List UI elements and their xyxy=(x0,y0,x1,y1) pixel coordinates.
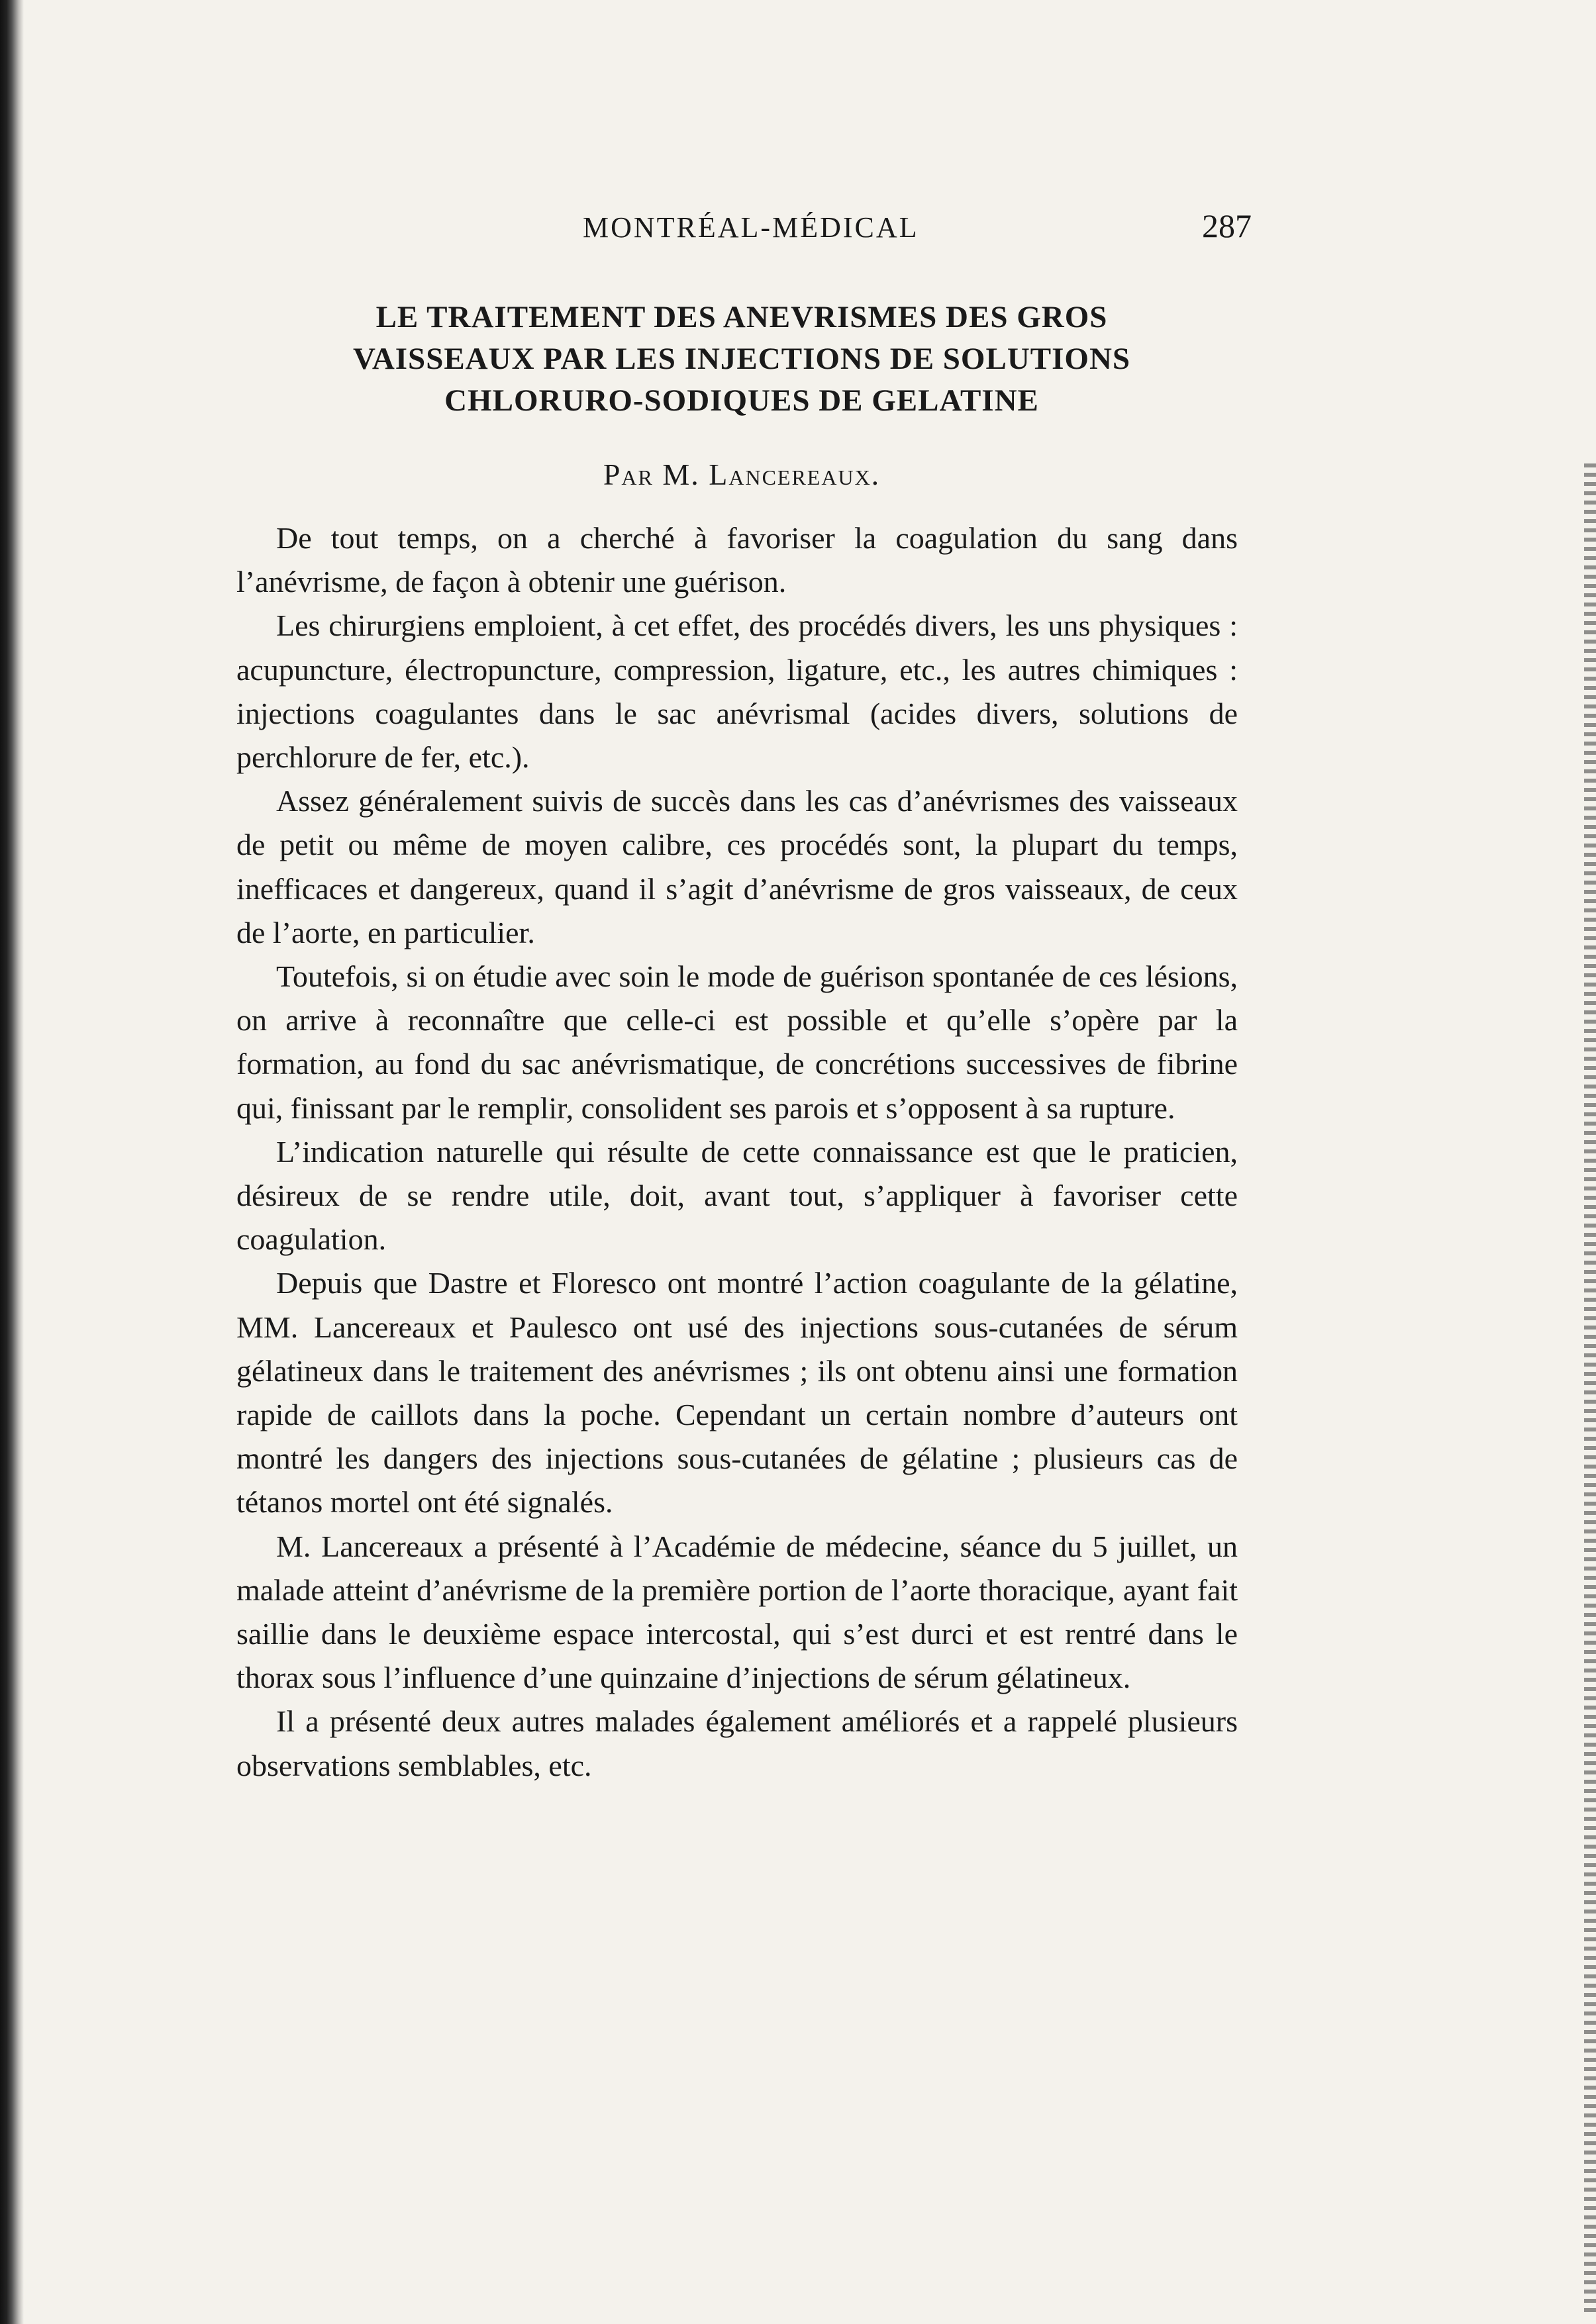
running-head xyxy=(232,207,1252,250)
body-paragraph: Assez généralement suivis de succès dans les cas d’anévrismes des vaisseaux de petit ou même de moyen calibre, ces procédés sont, la plupart du temps, inefficaces et dangereux, quand il s’agit d’anévrisme de gros vaisseaux, de ceux de l’aorte, en particulier. xyxy=(236,784,1238,949)
body-paragraph: Il a présenté deux autres malades également améliorés et a rappelé plusieurs observations semblables, etc. xyxy=(236,1704,1238,1782)
article-body xyxy=(236,516,1238,1788)
journal-name: MONTRÉAL-MÉDICAL xyxy=(583,211,919,244)
body-paragraph: De tout temps, on a cherché à favoriser la coagulation du sang dans l’anévrisme, de façon à obtenir une guérison. xyxy=(236,521,1238,599)
page-number: 287 xyxy=(1202,207,1252,244)
body-paragraph: Les chirurgiens emploient, à cet effet, des procédés divers, les uns physiques : acupuncture, électropuncture, compression, ligature, etc., les autres chimiques : injections coagulantes dans le sac anévrismal (acides divers, solutions de perchlorure de fer, etc.). xyxy=(236,608,1238,775)
scan-right-edge xyxy=(1584,463,1596,2317)
author-byline: Par M. Lancereaux. xyxy=(603,458,881,491)
title-line: LE TRAITEMENT DES ANEVRISMES DES GROS xyxy=(375,300,1108,334)
body-paragraph: M. Lancereaux a présenté à l’Académie de médecine, séance du 5 juillet, un malade atteint d’anévrisme de la première portion de l’aorte thoracique, ayant fait saillie dans le deuxième espace intercostal, qui s’est durci et est rentré dans le thorax sous l’influence d’une quinzaine d’injections de sérum gélatineux. xyxy=(236,1529,1238,1695)
body-paragraph: Depuis que Dastre et Floresco ont montré l’action coagulante de la gélatine, MM. Lancereaux et Paulesco ont usé des injections sous-cutanées de sérum gélatineux dans le traitement des anévrismes ; ils ont obtenu ainsi une formation rapide de caillots dans la poche. Cependant un certain nombre d’auteurs ont montré les dangers des injections sous-cutanées de gélatine ; plusieurs cas de tétanos mortel ont été signalés. xyxy=(236,1266,1238,1520)
article-title xyxy=(232,297,1252,422)
body-paragraph: Toutefois, si on étudie avec soin le mode de guérison spontanée de ces lésions, on arrive à reconnaître que celle-ci est possible et qu’elle s’opère par la formation, au fond du sac anévrismatique, de concrétions successives de fibrine qui, finissant par le remplir, consolident ses parois et s’opposent à sa rupture. xyxy=(236,959,1238,1125)
scan-binding-edge xyxy=(0,0,24,2324)
title-line: CHLORURO-SODIQUES DE GELATINE xyxy=(444,383,1039,418)
body-paragraph: L’indication naturelle qui résulte de cette connaissance est que le praticien, désireux de se rendre utile, doit, avant tout, s’appliquer à favoriser cette coagulation. xyxy=(236,1134,1238,1257)
title-line: VAISSEAUX PAR LES INJECTIONS DE SOLUTIONS xyxy=(352,342,1131,376)
